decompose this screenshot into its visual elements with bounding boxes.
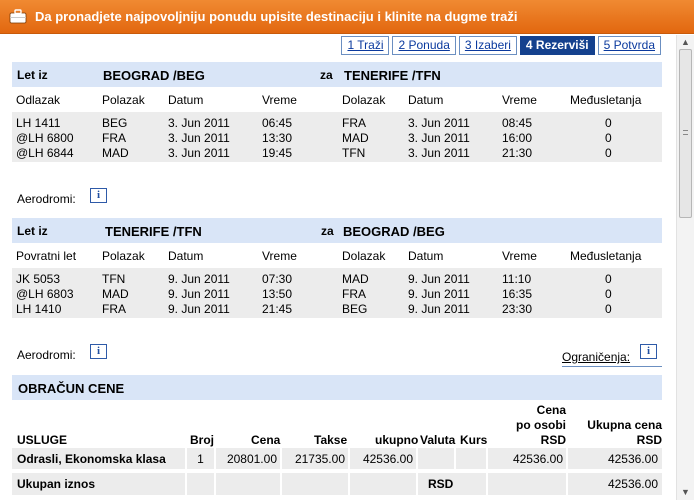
divider [562,366,662,367]
tab-izaberi[interactable]: 3 Izaberi [459,36,517,55]
price-row: Odrasli, Ekonomska klasa 1 20801.00 21735.00 42536.00 42536.00 42536.00 [12,448,662,469]
outbound-column-headers [12,89,662,109]
col-dolazak: Dolazak [342,249,386,263]
scroll-down-icon[interactable]: ▼ [681,487,690,497]
ogranicenja-link[interactable]: Ograničenja: [562,350,631,364]
col-broj: Broj [190,433,214,447]
outbound-flight-header [12,62,662,87]
return-info-icon[interactable]: i [90,344,107,359]
return-from: TENERIFE /TFN [105,224,202,239]
return-za: za [321,224,334,238]
booking-content [0,35,676,500]
table-row: @LH 6844 MAD 3. Jun 2011 19:45 TFN 3. Jun 2011 21:30 0 [16,146,612,160]
col-vreme: Vreme [262,93,297,107]
col-ukupno: ukupno [375,433,419,447]
return-label: Let iz [17,224,48,238]
col-polazak: Polazak [102,93,145,107]
price-header [12,375,662,400]
outbound-za: za [320,68,333,82]
col-ukupna-cena-line1: Ukupna cena [587,418,662,432]
grip-icon [683,130,688,135]
col-medjusletanja: Međusletanja [570,249,642,263]
tab-trazi[interactable]: 1 Traži [341,36,389,55]
title-bar [0,0,694,34]
outbound-segments [12,112,662,162]
col-kurs: Kurs [460,433,488,447]
col-usluge: USLUGE [17,433,68,447]
col-odlazak: Odlazak [16,93,61,107]
tab-rezervisi[interactable]: 4 Rezerviši [520,36,595,55]
col-datum-arr: Datum [408,249,444,263]
title-text: Da pronadjete najpovoljniju ponudu upisite destinaciju i klinite na dugme traži [35,9,518,24]
col-cena-po-osobi-line1: Cena [536,403,566,417]
ogranicenja-info-icon[interactable]: i [640,344,657,359]
outbound-from: BEOGRAD /BEG [103,68,205,83]
outbound-label: Let iz [17,68,48,82]
return-flight-header [12,218,662,243]
col-cena: Cena [251,433,281,447]
col-cena-po-osobi-line2: po osobi [516,418,566,432]
col-datum: Datum [168,93,204,107]
scroll-thumb[interactable] [679,49,692,218]
scroll-up-icon[interactable]: ▲ [681,37,690,47]
vertical-scrollbar[interactable] [676,35,694,500]
col-datum-arr: Datum [408,93,444,107]
table-row: LH 1410 FRA 9. Jun 2011 21:45 BEG 9. Jun 2011 23:30 0 [16,302,612,316]
step-tabs [338,36,661,55]
total-row: Ukupan iznos RSD 42536.00 [12,473,662,495]
outbound-to: TENERIFE /TFN [344,68,441,83]
table-row: JK 5053 TFN 9. Jun 2011 07:30 MAD 9. Jun 2011 11:10 0 [16,272,612,286]
return-aerodromi-label: Aerodromi: [17,348,76,362]
table-row: LH 1411 BEG 3. Jun 2011 06:45 FRA 3. Jun 2011 08:45 0 [16,116,612,130]
col-medjusletanja: Međusletanja [570,93,642,107]
tab-potvrda[interactable]: 5 Potvrda [598,36,661,55]
col-vreme-arr: Vreme [502,93,537,107]
col-valuta: Valuta [420,433,456,447]
col-cena-po-osobi-line3: RSD [540,433,566,447]
col-takse: Takse [314,433,348,447]
col-vreme-arr: Vreme [502,249,537,263]
outbound-info-icon[interactable]: i [90,188,107,203]
col-vreme: Vreme [262,249,297,263]
table-row: @LH 6800 FRA 3. Jun 2011 13:30 MAD 3. Jun 2011 16:00 0 [16,131,612,145]
return-to: BEOGRAD /BEG [343,224,445,239]
tab-ponuda[interactable]: 2 Ponuda [392,36,455,55]
col-polazak: Polazak [102,249,145,263]
col-ukupna-cena-line2: RSD [636,433,662,447]
col-dolazak: Dolazak [342,93,386,107]
outbound-aerodromi-label: Aerodromi: [17,192,76,206]
col-datum: Datum [168,249,204,263]
return-column-headers [12,245,662,265]
briefcase-icon [9,9,27,24]
col-povratni-let: Povratni let [16,249,77,263]
price-title: OBRAČUN CENE [18,381,125,396]
return-segments [12,268,662,318]
table-row: @LH 6803 MAD 9. Jun 2011 13:50 FRA 9. Jun 2011 16:35 0 [16,287,612,301]
